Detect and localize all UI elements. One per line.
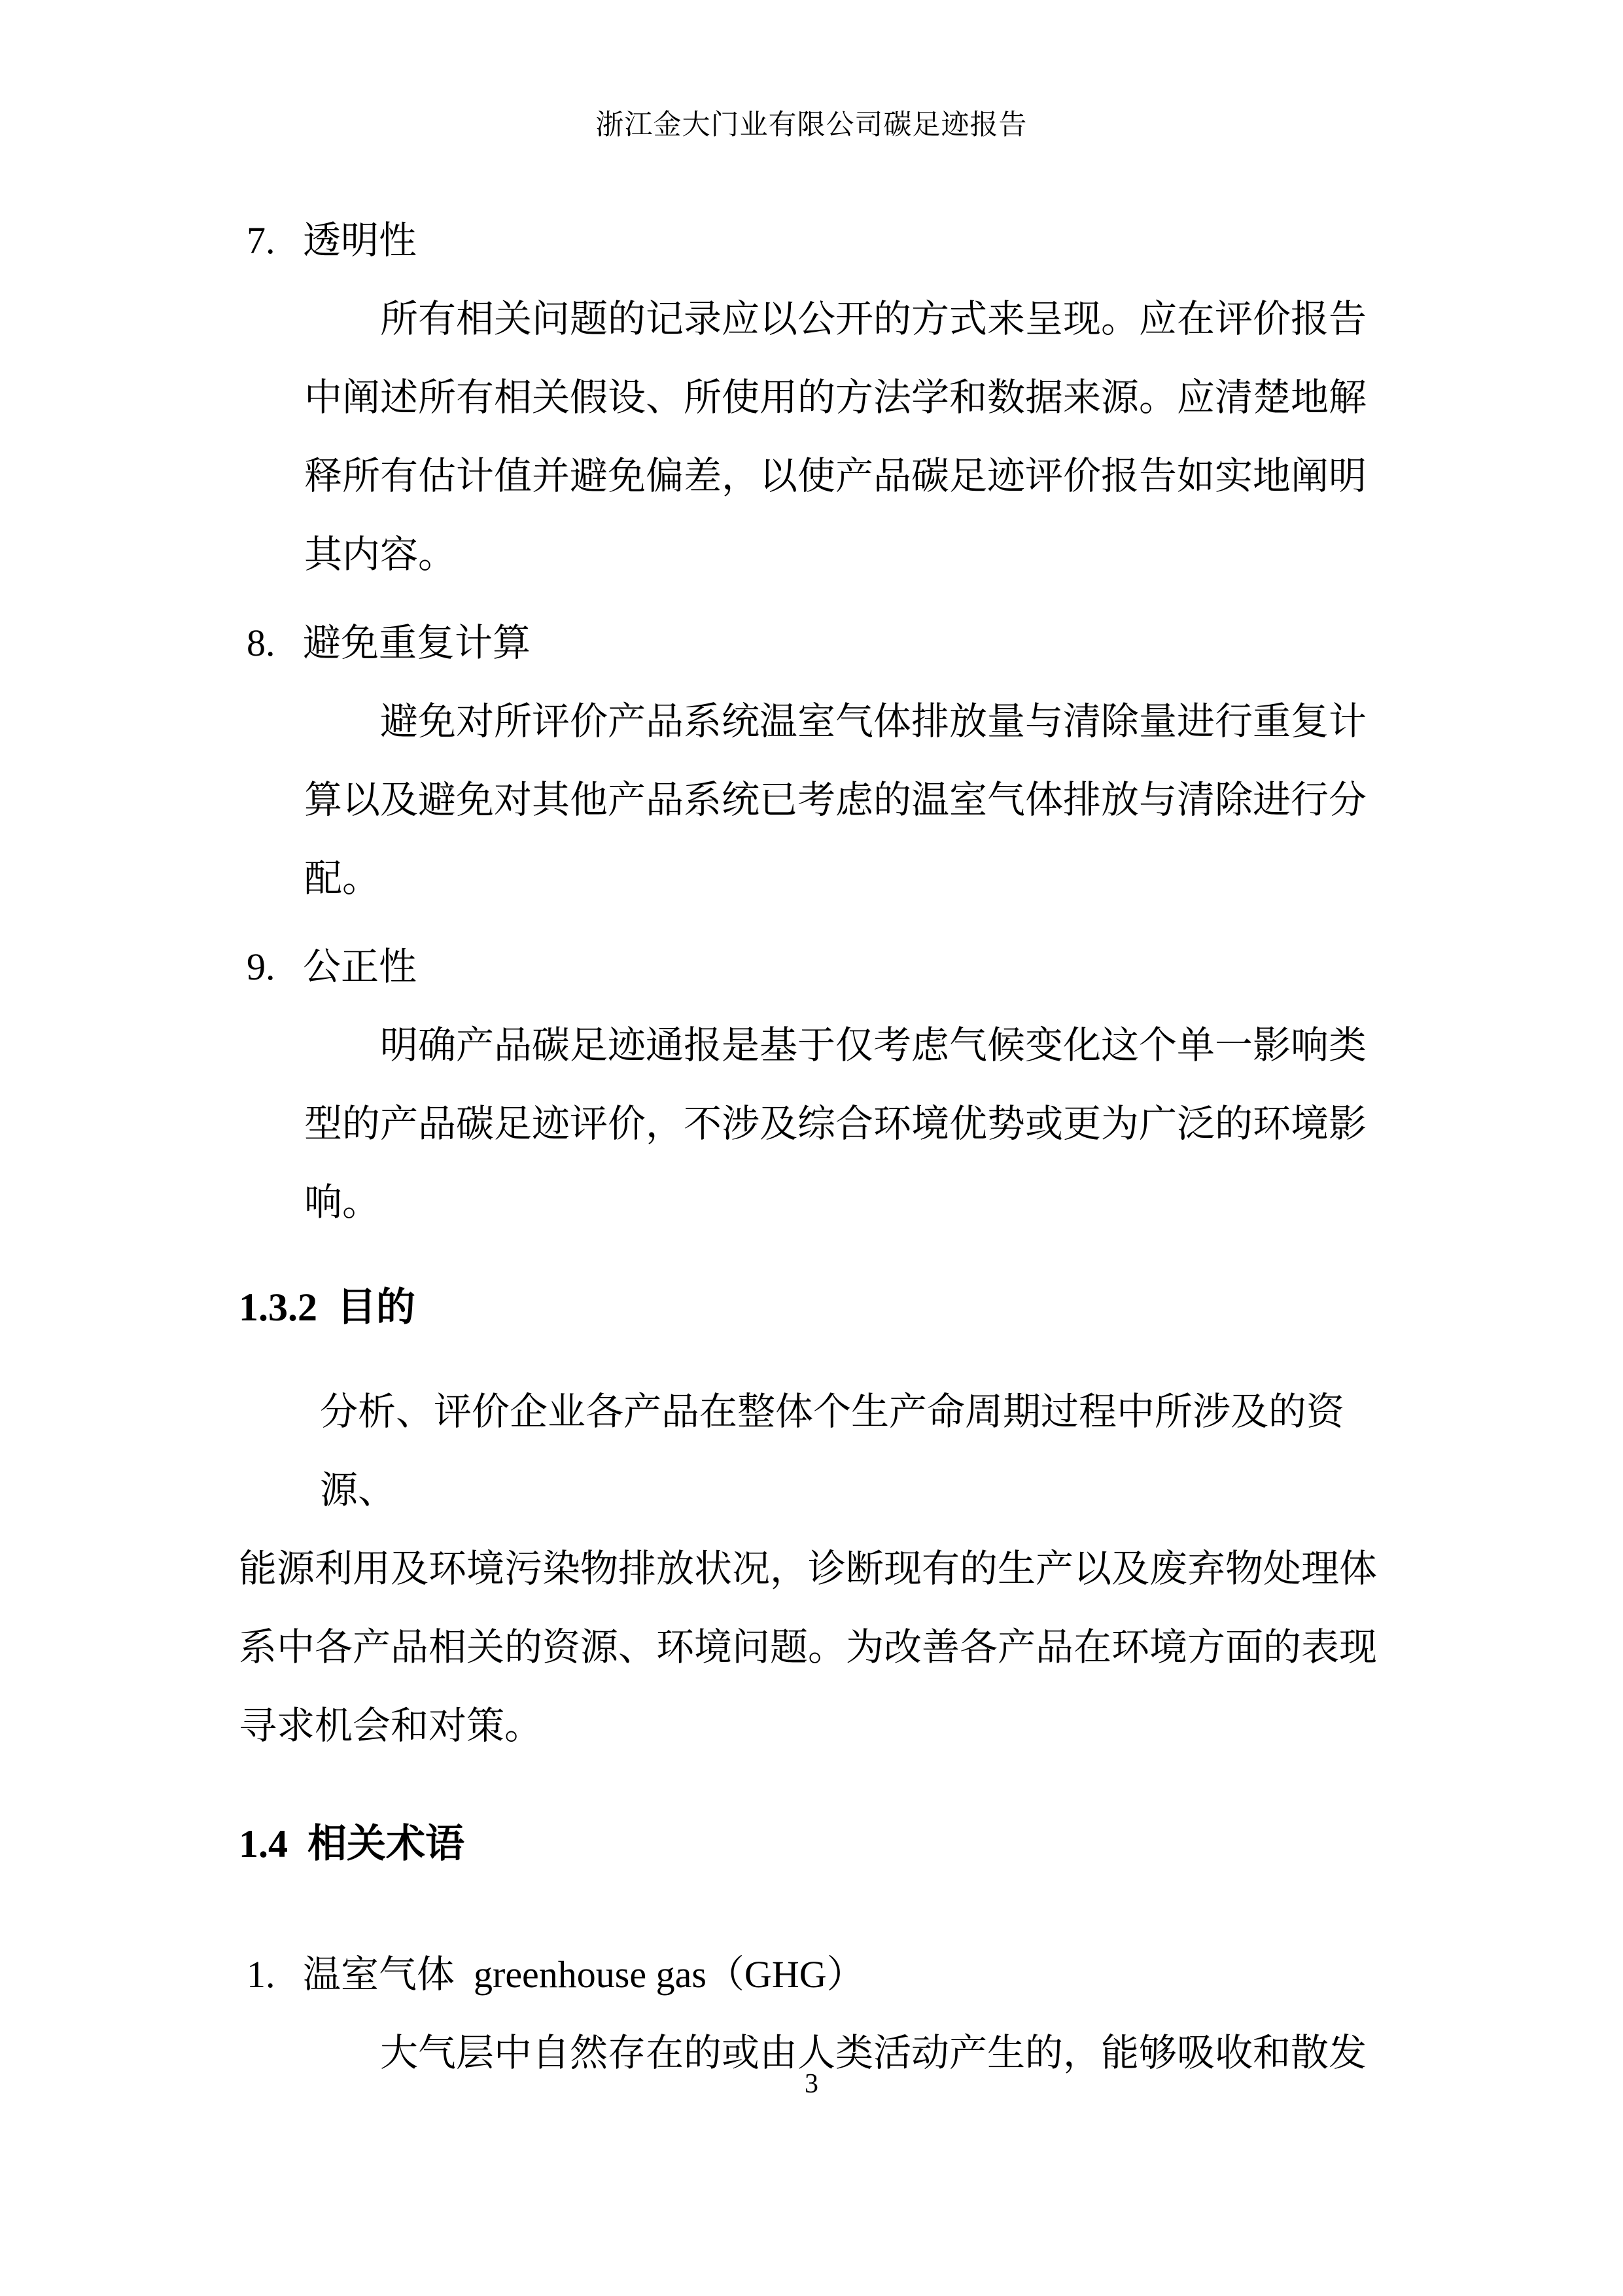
page-number: 3 <box>805 2069 818 2099</box>
paragraph-line: 其内容。 <box>304 533 457 576</box>
paragraph-line: 能源利用及环境污染物排放状况，诊断现有的生产以及废弃物处理体 <box>239 1547 1378 1590</box>
list-item-9-title: 公正性 <box>303 945 417 988</box>
paragraph-line: 明确产品碳足迹通报是基于仅考虑气候变化这个单一影响类 <box>380 1024 1367 1067</box>
list-item-8 <box>239 604 1387 682</box>
list-item-1-title: 温室气体 greenhouse gas（GHG） <box>303 1953 865 1996</box>
paragraph-line: 中阐述所有相关假设、所使用的方法学和数据来源。应清楚地解 <box>304 376 1367 419</box>
paragraph-section-1-3-2 <box>239 1373 1387 1765</box>
paragraph-line: 系中各产品相关的资源、环境问题。为改善各产品在环境方面的表现 <box>239 1626 1378 1669</box>
section-heading-1-3-2 <box>239 1268 1387 1347</box>
list-item-8-title: 避免重复计算 <box>303 622 531 664</box>
paragraph-item-8 <box>239 682 1387 918</box>
paragraph-line: 释所有估计值并避免偏差，以使产品碳足迹评价报告如实地阐明 <box>304 455 1367 497</box>
list-item-7-title: 透明性 <box>303 219 417 262</box>
paragraph-line: 算以及避免对其他产品系统已考虑的温室气体排放与清除进行分 <box>304 779 1367 821</box>
list-item-9 <box>239 928 1387 1006</box>
paragraph-item-7 <box>239 280 1387 594</box>
paragraph-line: 避免对所评价产品系统温室气体排放量与清除量进行重复计 <box>380 700 1367 743</box>
section-heading-1-3-2-number: 1.3.2 <box>239 1286 317 1329</box>
list-item-1-number: 1. <box>247 1953 275 1996</box>
page-header: 浙江金大门业有限公司碳足迹报告 <box>595 110 1028 141</box>
list-item-7-number: 7. <box>247 219 275 262</box>
paragraph-line: 配。 <box>304 857 381 900</box>
list-item-8-number: 8. <box>247 622 275 664</box>
section-heading-1-4-number: 1.4 <box>239 1822 288 1865</box>
list-item-1-term <box>239 1935 1387 2014</box>
document-body <box>0 202 1623 2093</box>
paragraph-line: 大气层中自然存在的或由人类活动产生的，能够吸收和散发 <box>380 2032 1367 2074</box>
paragraph-line: 所有相关问题的记录应以公开的方式来呈现。应在评价报告 <box>380 298 1367 340</box>
paragraph-line: 型的产品碳足迹评价，不涉及综合环境优势或更为广泛的环境影 <box>304 1103 1367 1145</box>
list-item-7 <box>239 202 1387 280</box>
section-heading-1-3-2-title: 目的 <box>337 1286 415 1329</box>
paragraph-line: 寻求机会和对策。 <box>239 1704 543 1747</box>
paragraph-item-9 <box>239 1006 1387 1242</box>
section-heading-1-4-title: 相关术语 <box>307 1822 464 1865</box>
section-heading-1-4 <box>239 1805 1387 1883</box>
paragraph-line: 分析、评价企业各产品在整体个生产命周期过程中所涉及的资源、 <box>320 1390 1345 1511</box>
list-item-9-number: 9. <box>247 945 275 988</box>
paragraph-line: 响。 <box>304 1181 381 1224</box>
